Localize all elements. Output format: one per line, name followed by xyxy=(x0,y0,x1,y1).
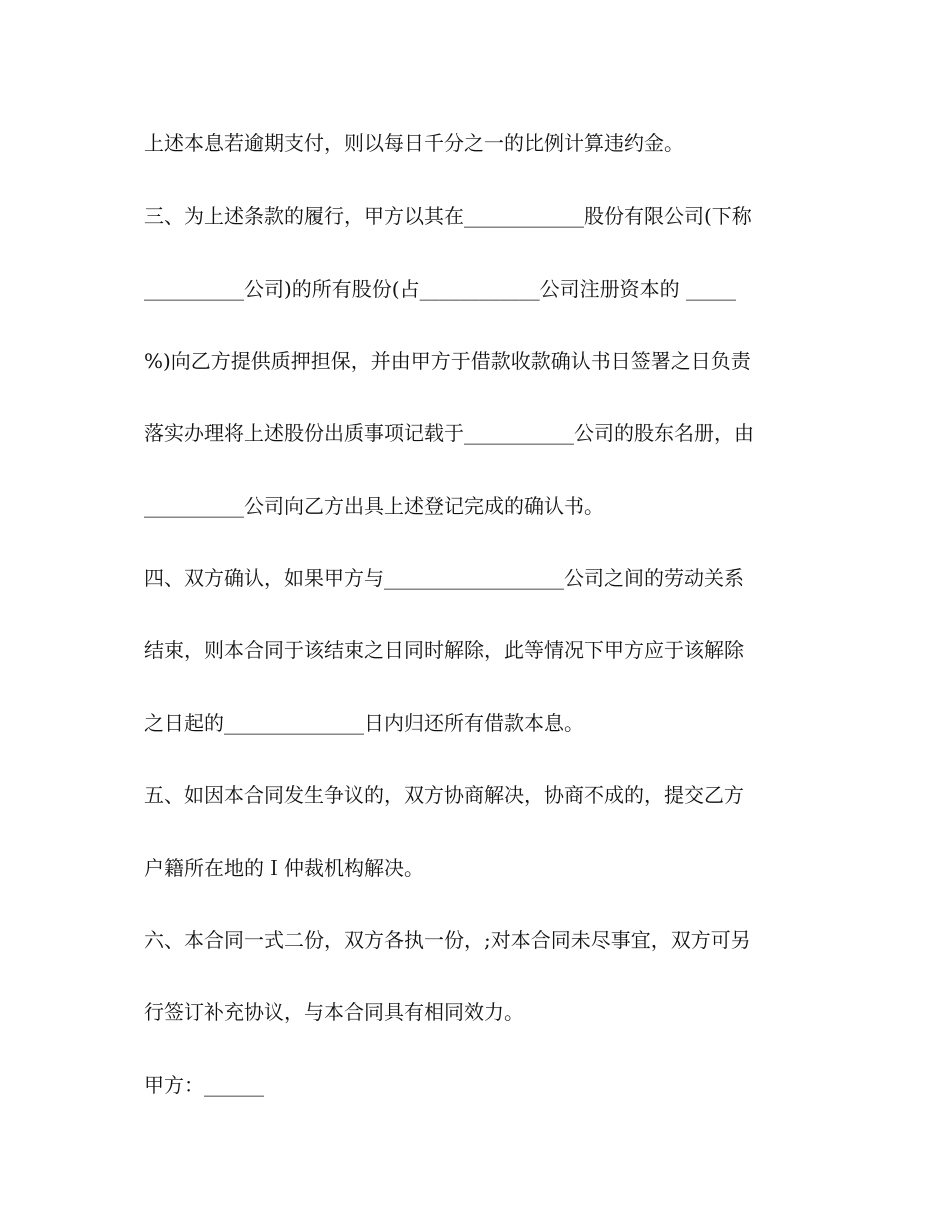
text-line: 之日起的______________日内归还所有借款本息。 xyxy=(144,711,584,735)
text-line: 三、为上述条款的履行，甲方以其在____________股份有限公司(下称 xyxy=(144,204,752,228)
text-line: 五、如因本合同发生争议的，双方协商解决，协商不成的，提交乙方 xyxy=(144,783,744,807)
text-line: 落实办理将上述股份出质事项记载于___________公司的股东名册，由 xyxy=(144,421,754,445)
text-line: __________公司)的所有股份(占____________公司注册资本的 _____ xyxy=(144,277,736,301)
text-line: 行签订补充协议，与本合同具有相同效力。 xyxy=(144,1000,524,1024)
text-line: %)向乙方提供质押担保，并由甲方于借款收款确认书日签署之日负责 xyxy=(144,349,751,373)
text-line: 上述本息若逾期支付，则以每日千分之一的比例计算违约金。 xyxy=(144,131,684,155)
text-line: 结束，则本合同于该结束之日同时解除，此等情况下甲方应于该解除 xyxy=(144,638,744,662)
text-line: 四、双方确认，如果甲方与__________________公司之间的劳动关系 xyxy=(144,566,744,590)
signature-line-party-a: 甲方：______ xyxy=(144,1073,264,1097)
text-line: 六、本合同一式二份，双方各执一份，;对本合同未尽事宜，双方可另 xyxy=(144,928,751,952)
text-line: 户籍所在地的Ｉ仲裁机构解决。 xyxy=(144,856,424,880)
text-line: __________公司向乙方出具上述登记完成的确认书。 xyxy=(144,494,604,518)
